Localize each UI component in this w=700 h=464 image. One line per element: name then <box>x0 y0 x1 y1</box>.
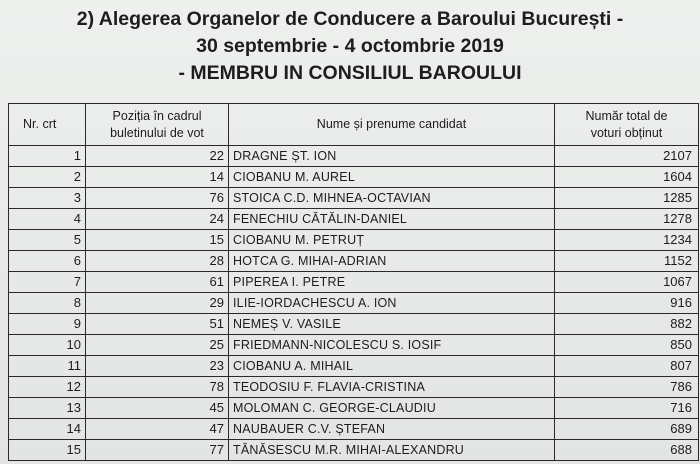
cell-pozitia: 45 <box>86 398 229 419</box>
cell-nr-crt: 6 <box>9 251 86 272</box>
cell-numar-voturi: 1278 <box>555 209 699 230</box>
cell-nr-crt: 15 <box>9 440 86 461</box>
cell-nume-candidat: STOICA C.D. MIHNEA-OCTAVIAN <box>229 188 555 209</box>
cell-pozitia: 23 <box>86 356 229 377</box>
cell-pozitia: 22 <box>86 146 229 167</box>
table-row <box>9 356 699 377</box>
cell-nume-candidat: MOLOMAN C. GEORGE-CLAUDIU <box>229 398 555 419</box>
cell-pozitia: 14 <box>86 167 229 188</box>
cell-nume-candidat: CIOBANU A. MIHAIL <box>229 356 555 377</box>
cell-nr-crt: 14 <box>9 419 86 440</box>
cell-numar-voturi: 689 <box>555 419 699 440</box>
cell-nume-candidat: TĂNĂSESCU M.R. MIHAI-ALEXANDRU <box>229 440 555 461</box>
cell-nume-candidat: NAUBAUER C.V. ȘTEFAN <box>229 419 555 440</box>
table-row <box>9 272 699 293</box>
cell-pozitia: 78 <box>86 377 229 398</box>
table-row <box>9 377 699 398</box>
document-title <box>0 6 700 87</box>
results-table <box>8 103 699 461</box>
title-line-2: 30 septembrie - 4 octombrie 2019 <box>196 35 504 57</box>
cell-nr-crt: 1 <box>9 146 86 167</box>
table-row <box>9 167 699 188</box>
cell-nr-crt: 11 <box>9 356 86 377</box>
header-nr-crt: Nr. crt <box>9 104 86 146</box>
header-pozitia <box>86 104 229 146</box>
cell-pozitia: 61 <box>86 272 229 293</box>
cell-numar-voturi: 1234 <box>555 230 699 251</box>
cell-nr-crt: 10 <box>9 335 86 356</box>
cell-numar-voturi: 1152 <box>555 251 699 272</box>
table-row <box>9 335 699 356</box>
cell-numar-voturi: 2107 <box>555 146 699 167</box>
cell-numar-voturi: 850 <box>555 335 699 356</box>
table-row <box>9 293 699 314</box>
header-voturi-line-2: voturi obținut <box>590 125 663 140</box>
cell-pozitia: 77 <box>86 440 229 461</box>
table-row <box>9 440 699 461</box>
cell-numar-voturi: 688 <box>555 440 699 461</box>
cell-pozitia: 29 <box>86 293 229 314</box>
cell-nume-candidat: NEMEȘ V. VASILE <box>229 314 555 335</box>
header-voturi-line-1: Număr total de <box>585 108 668 123</box>
cell-nr-crt: 13 <box>9 398 86 419</box>
cell-numar-voturi: 716 <box>555 398 699 419</box>
cell-pozitia: 51 <box>86 314 229 335</box>
cell-nume-candidat: CIOBANU M. PETRUȚ <box>229 230 555 251</box>
cell-numar-voturi: 807 <box>555 356 699 377</box>
cell-nume-candidat: CIOBANU M. AUREL <box>229 167 555 188</box>
cell-numar-voturi: 916 <box>555 293 699 314</box>
cell-pozitia: 28 <box>86 251 229 272</box>
table-row <box>9 188 699 209</box>
table-row <box>9 209 699 230</box>
cell-nr-crt: 3 <box>9 188 86 209</box>
header-pozitia-line-1: Poziția în cadrul <box>112 108 202 123</box>
cell-nume-candidat: FENECHIU CĂTĂLIN-DANIEL <box>229 209 555 230</box>
cell-nume-candidat: TEODOSIU F. FLAVIA-CRISTINA <box>229 377 555 398</box>
cell-pozitia: 76 <box>86 188 229 209</box>
cell-pozitia: 47 <box>86 419 229 440</box>
cell-nume-candidat: ILIE-IORDACHESCU A. ION <box>229 293 555 314</box>
header-nume: Nume și prenume candidat <box>229 104 555 146</box>
table-header-row <box>9 104 699 146</box>
table-row <box>9 146 699 167</box>
cell-pozitia: 25 <box>86 335 229 356</box>
header-pozitia-line-2: buletinului de vot <box>110 125 204 140</box>
cell-nr-crt: 9 <box>9 314 86 335</box>
cell-nr-crt: 8 <box>9 293 86 314</box>
cell-numar-voturi: 882 <box>555 314 699 335</box>
cell-nume-candidat: DRAGNE ȘT. ION <box>229 146 555 167</box>
cell-nr-crt: 7 <box>9 272 86 293</box>
cell-nume-candidat: FRIEDMANN-NICOLESCU S. IOSIF <box>229 335 555 356</box>
table-row <box>9 314 699 335</box>
cell-numar-voturi: 1067 <box>555 272 699 293</box>
cell-nume-candidat: HOTCA G. MIHAI-ADRIAN <box>229 251 555 272</box>
table-row <box>9 251 699 272</box>
cell-numar-voturi: 786 <box>555 377 699 398</box>
cell-pozitia: 15 <box>86 230 229 251</box>
title-line-3: - MEMBRU IN CONSILIUL BAROULUI <box>178 62 522 84</box>
header-voturi <box>555 104 699 146</box>
cell-numar-voturi: 1604 <box>555 167 699 188</box>
cell-nr-crt: 4 <box>9 209 86 230</box>
cell-pozitia: 24 <box>86 209 229 230</box>
cell-numar-voturi: 1285 <box>555 188 699 209</box>
cell-nr-crt: 5 <box>9 230 86 251</box>
title-line-1: 2) Alegerea Organelor de Conducere a Baroului București - <box>76 8 624 30</box>
cell-nr-crt: 2 <box>9 167 86 188</box>
cell-nume-candidat: PIPEREA I. PETRE <box>229 272 555 293</box>
cell-nr-crt: 12 <box>9 377 86 398</box>
table-row <box>9 419 699 440</box>
table-row <box>9 398 699 419</box>
table-row <box>9 230 699 251</box>
